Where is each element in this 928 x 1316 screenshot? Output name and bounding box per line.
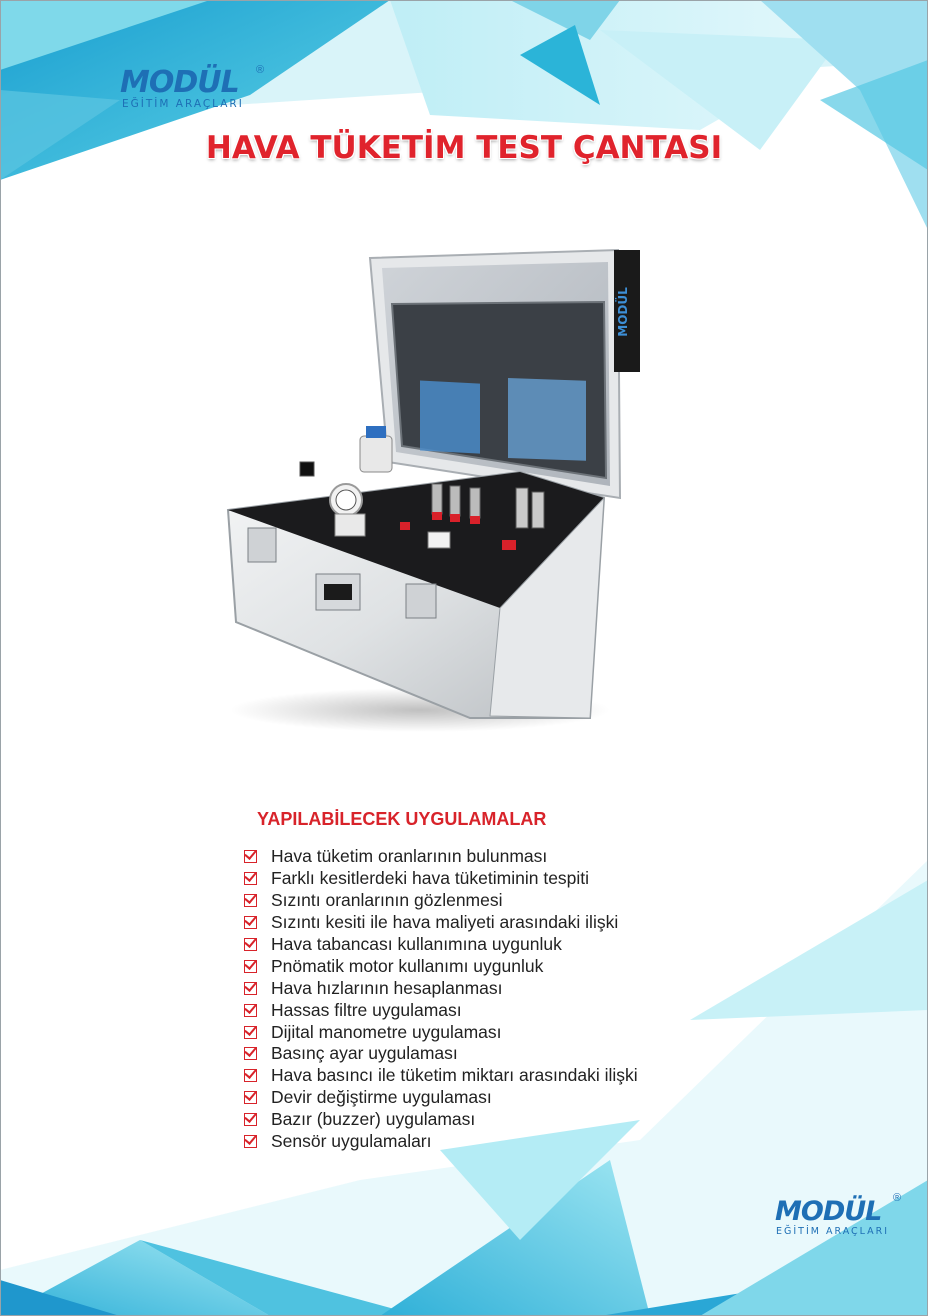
list-item: Hava tabancası kullanımına uygunluk (244, 934, 638, 956)
list-item: Farklı kesitlerdeki hava tüketiminin tespiti (244, 868, 638, 890)
checkbox-checked-icon (244, 1047, 257, 1060)
checkbox-checked-icon (244, 1135, 257, 1148)
list-item: Devir değiştirme uygulaması (244, 1087, 638, 1109)
list-item: Sensör uygulamaları (244, 1131, 638, 1153)
list-item: Bazır (buzzer) uygulaması (244, 1109, 638, 1131)
list-item: Sızıntı kesiti ile hava maliyeti arasındaki ilişki (244, 912, 638, 934)
brand-logo-bottom (775, 1192, 915, 1244)
brand-logo-subtitle: EĞİTİM ARAÇLARI (122, 98, 244, 110)
applications-heading: YAPILABİLECEK UYGULAMALAR (257, 809, 547, 829)
checkbox-checked-icon (244, 1113, 257, 1126)
list-item: Basınç ayar uygulaması (244, 1043, 638, 1065)
checkbox-checked-icon (244, 1004, 257, 1017)
brand-logo-wordmark: MODÜL (120, 65, 239, 100)
list-item: Pnömatik motor kullanımı uygunluk (244, 955, 638, 977)
list-item: Hava basıncı ile tüketim miktarı arasındaki ilişki (244, 1065, 638, 1087)
checkbox-checked-icon (244, 982, 257, 995)
checkbox-checked-icon (244, 1091, 257, 1104)
brand-logo-wordmark: MODÜL (775, 1196, 882, 1227)
checkbox-checked-icon (244, 916, 257, 929)
registered-mark: ® (256, 64, 265, 76)
list-item: Hassas filtre uygulaması (244, 999, 638, 1021)
list-item: Hava hızlarının hesaplanması (244, 977, 638, 999)
checkbox-checked-icon (244, 1026, 257, 1039)
lid-brand-label: MODÜL (616, 287, 630, 337)
registered-mark: ® (893, 1192, 902, 1204)
checkbox-checked-icon (244, 1069, 257, 1082)
list-item: Sızıntı oranlarının gözlenmesi (244, 890, 638, 912)
product-image (220, 240, 640, 740)
page-title: HAVA TÜKETİM TEST ÇANTASI (205, 130, 723, 166)
brand-logo-top (120, 64, 280, 118)
checkbox-checked-icon (244, 894, 257, 907)
brand-logo-subtitle: EĞİTİM ARAÇLARI (776, 1226, 890, 1237)
checkbox-checked-icon (244, 938, 257, 951)
applications-list (244, 846, 638, 1152)
checkbox-checked-icon (244, 960, 257, 973)
list-item: Dijital manometre uygulaması (244, 1021, 638, 1043)
checkbox-checked-icon (244, 872, 257, 885)
list-item: Hava tüketim oranlarının bulunması (244, 846, 638, 868)
checkbox-checked-icon (244, 850, 257, 863)
